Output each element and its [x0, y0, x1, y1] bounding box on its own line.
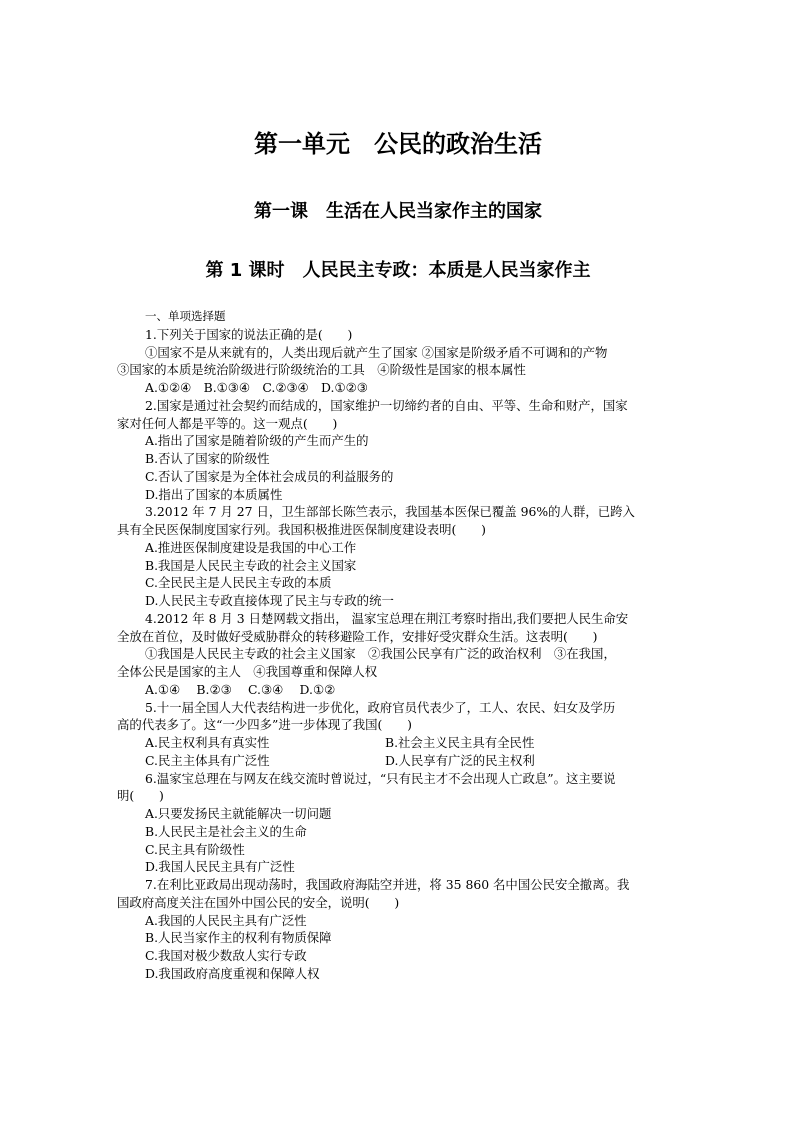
question-5-stem-cont: 高的代表多了。这“一少四多”进一步体现了我国( ) [117, 717, 412, 733]
lesson-title: 第一课 生活在人民当家作主的国家 [254, 201, 542, 222]
question-3-option-b: B.我国是人民民主专政的社会主义国家 [145, 557, 357, 573]
question-5-option-a: A.民主权利具有真实性 [145, 735, 270, 750]
question-2-option-d: D.指出了国家的本质属性 [145, 486, 283, 502]
question-3-option-c: C.全民民主是人民民主专政的本质 [145, 575, 332, 591]
question-1-statements: ①国家不是从来就有的，人类出现后就产生了国家 ②国家是阶级矛盾不可调和的产物 [145, 344, 608, 360]
question-4-options: A.①④ B.②③ C.③④ D.①② [145, 681, 336, 697]
question-4-stem: 4.2012 年 8 月 3 日楚网载文指出， 温家宝总理在荆江考察时指出,我们要把人民生命安 [145, 610, 629, 626]
question-6-option-c: C.民主具有阶级性 [145, 841, 245, 857]
question-1-options: A.①②④ B.①③④ C.②③④ D.①②③ [145, 380, 368, 395]
question-2-stem: 2.国家是通过社会契约而结成的，国家维护一切缔约者的自由、平等、生命和财产，国家 [145, 397, 628, 413]
question-7-option-a: A.我国的人民民主具有广泛性 [145, 912, 307, 928]
question-5-stem: 5.十一届全国人大代表结构进一步优化，政府官员代表少了，工人、农民、妇女及学历 [145, 699, 616, 715]
question-3-option-d: D.人民民主专政直接体现了民主与专政的统一 [145, 593, 394, 608]
period-title: 第 1 课时 人民民主专政：本质是人民当家作主 [205, 260, 591, 281]
question-2-option-b: B.否认了国家的阶级性 [145, 451, 270, 466]
section-title: 一、单项选择题 [145, 309, 226, 323]
question-6-option-a: A.只要发扬民主就能解决一切问题 [145, 806, 332, 821]
question-7-option-b: B.人民当家作主的权利有物质保障 [145, 930, 332, 946]
question-1-statements-cont: ③国家的本质是统治阶级进行阶级统治的工具 ④阶级性是国家的根本属性 [117, 362, 526, 378]
question-5-options-row-2 [117, 752, 679, 770]
question-6-stem-cont: 明( ) [117, 788, 164, 804]
question-7-stem-cont: 国政府高度关注在国外中国公民的安全，说明( ) [117, 894, 400, 910]
question-5-options-row-1 [117, 734, 679, 752]
question-7-option-c: C.我国对极少数敌人实行专政 [145, 948, 307, 963]
question-3-stem: 3.2012 年 7 月 27 日，卫生部部长陈竺表示，我国基本医保已覆盖 96%的人群，已跨入 [145, 504, 635, 520]
question-7-stem: 7.在利比亚政局出现动荡时，我国政府海陆空并进，将 35 860 名中国公民安全撤离。我 [145, 877, 630, 892]
question-3-stem-cont: 具有全民医保制度国家行列。我国积极推进医保制度建设表明( ) [117, 522, 486, 537]
question-4-statements-cont: 全体公民是国家的主人 ④我国尊重和保障人权 [117, 664, 378, 679]
question-1-stem: 1.下列关于国家的说法正确的是( ) [145, 326, 353, 342]
question-5-option-d: D.人民享有广泛的民主权利 [385, 752, 535, 768]
question-6-stem: 6.温家宝总理在与网友在线交流时曾说过，“只有民主才不会出现人亡政息”。这主要说 [145, 770, 616, 786]
question-5-option-c: C.民主主体具有广泛性 [145, 752, 270, 768]
question-7-option-d: D.我国政府高度重视和保障人权 [145, 965, 320, 981]
unit-title: 第一单元 公民的政治生活 [254, 130, 542, 158]
question-2-option-a: A.指出了国家是随着阶级的产生而产生的 [145, 433, 369, 449]
question-6-option-d: D.我国人民民主具有广泛性 [145, 859, 295, 875]
question-5-option-b: B.社会主义民主具有全民性 [385, 735, 535, 750]
question-6-option-b: B.人民民主是社会主义的生命 [145, 823, 307, 839]
question-4-statements: ①我国是人民民主专政的社会主义国家 ②我国公民享有广泛的政治权利 ③在我国， [145, 646, 616, 662]
question-2-stem-cont: 家对任何人都是平等的。这一观点( ) [117, 415, 338, 431]
question-2-option-c: C.否认了国家是为全体社会成员的利益服务的 [145, 468, 394, 484]
question-list [117, 308, 679, 983]
question-4-stem-cont: 全放在首位，及时做好受威胁群众的转移避险工作，安排好受灾群众生活。这表明( ) [117, 628, 598, 644]
question-3-option-a: A.推进医保制度建设是我国的中心工作 [145, 539, 357, 555]
